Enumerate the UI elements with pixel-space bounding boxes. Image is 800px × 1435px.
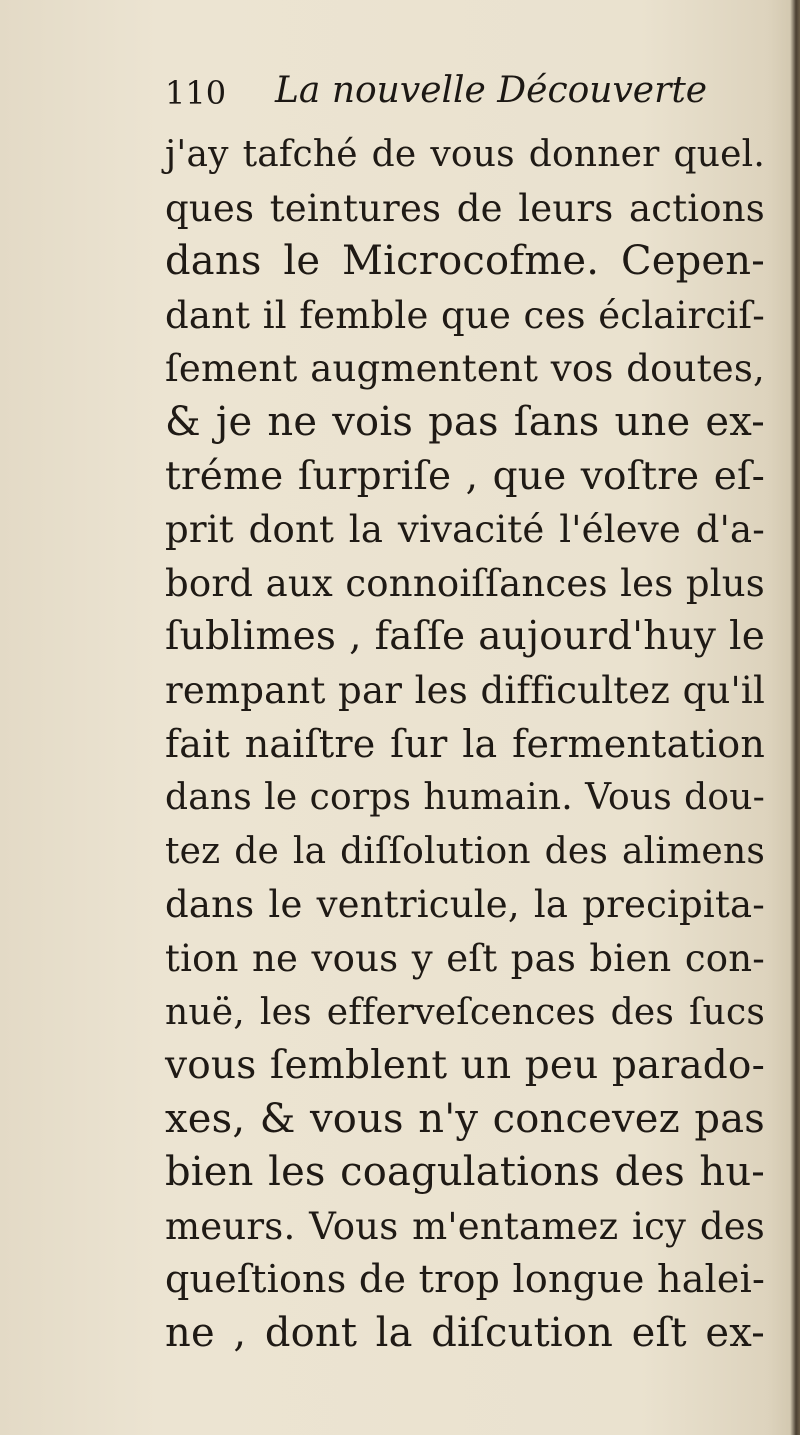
text-line: meurs. Vous m'entamez icy des bbox=[165, 1204, 765, 1248]
text-line: dans le Microcofme. Cepen- bbox=[165, 238, 765, 285]
text-line: ne , dont la diſcution eſt ex- bbox=[165, 1310, 765, 1357]
text-line: bien les coagulations des hu- bbox=[165, 1149, 765, 1196]
text-line: tion ne vous y eſt pas bien con- bbox=[165, 936, 765, 980]
text-line: fait naiſtre ſur la fermentation bbox=[165, 721, 765, 766]
text-line: dant il femble que ces éclairciſ- bbox=[165, 293, 765, 337]
text-line: xes, & vous n'y concevez pas bbox=[165, 1095, 765, 1142]
page-header bbox=[165, 70, 765, 120]
text-line: prit dont la vivacité l'éleve d'a- bbox=[165, 508, 765, 552]
text-line: ſublimes , faſſe aujourd'huy le bbox=[165, 614, 765, 660]
page-edge bbox=[790, 0, 800, 1435]
text-line: tez de la diſſolution des alimens bbox=[165, 830, 765, 872]
text-line: nuë, les efferveſcences des ſucs bbox=[165, 991, 765, 1033]
page-number: 110 bbox=[165, 74, 227, 112]
text-line: ques teintures de leurs actions bbox=[165, 186, 765, 230]
body-text bbox=[165, 128, 765, 1361]
text-line: dans le corps humain. Vous dou- bbox=[165, 777, 765, 819]
text-line: dans le ventricule, la precipita- bbox=[165, 883, 765, 927]
text-line: rempant par les difficultez qu'il bbox=[165, 668, 765, 712]
text-line: bord aux connoiſſances les plus bbox=[165, 561, 765, 605]
text-line: tréme ſurpriſe , que voſtre eſ- bbox=[165, 453, 765, 499]
text-line: & je ne vois pas ſans une ex- bbox=[165, 398, 765, 445]
text-line: vous ſemblent un peu parado- bbox=[165, 1043, 765, 1089]
running-title: La nouvelle Découverte bbox=[275, 70, 708, 111]
text-line: queſtions de trop longue halei- bbox=[165, 1257, 765, 1302]
text-line: ſement augmentent vos doutes, bbox=[165, 347, 765, 391]
text-line: j'ay tafché de vous donner quel. bbox=[165, 134, 765, 175]
